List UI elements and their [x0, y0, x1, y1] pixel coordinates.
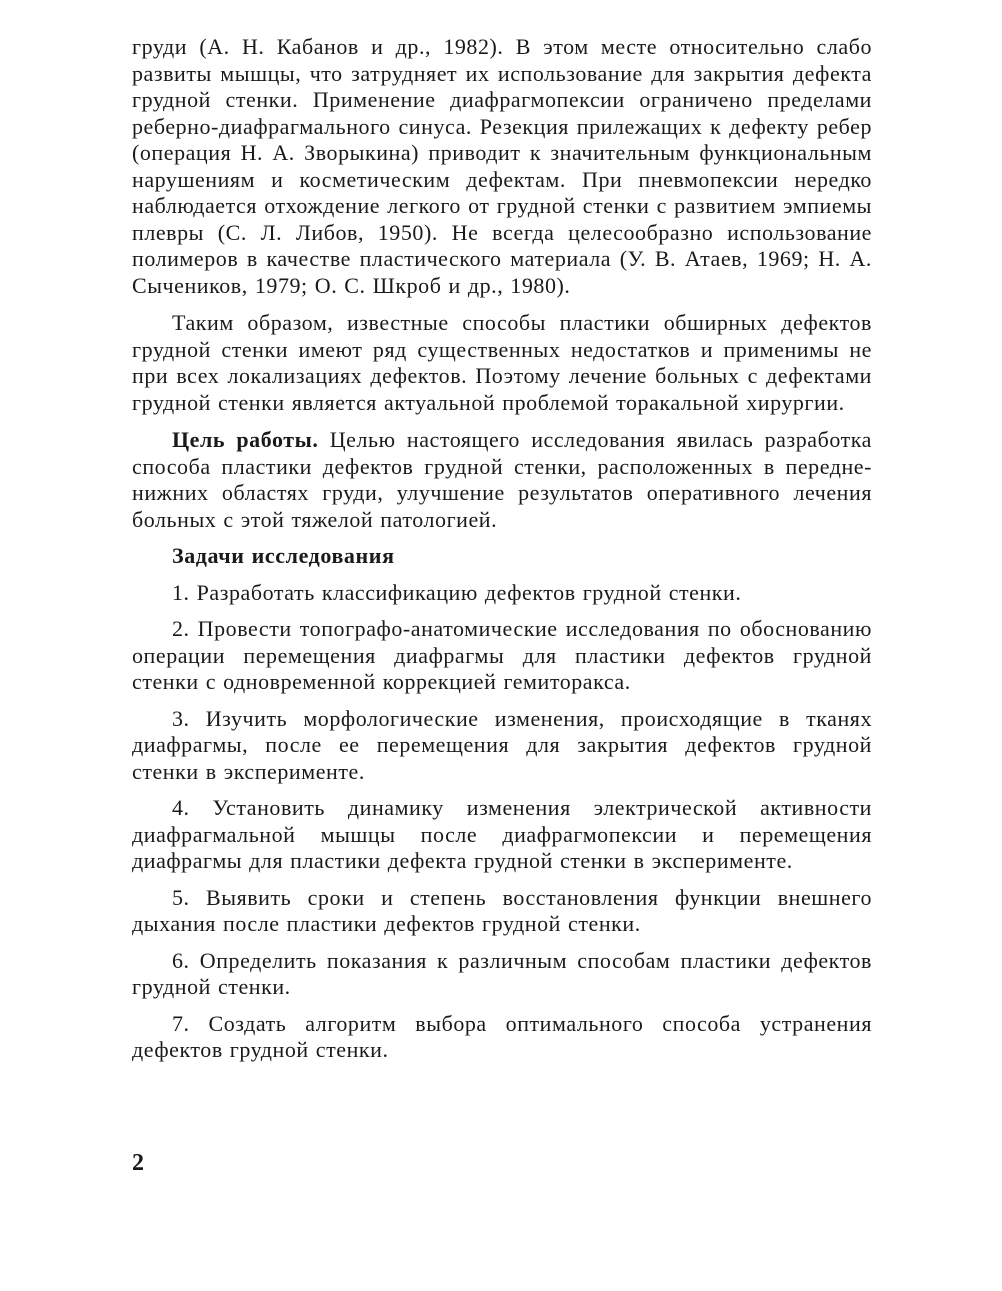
task-item-2: 2. Провести топографо-анатомические исследования по обоснованию операции перемещения диафрагмы для пластики дефектов грудной стенки с одновременной коррекцией гемиторакса. — [132, 616, 872, 694]
body-text — [132, 34, 872, 1064]
paragraph-continued: груди (А. Н. Кабанов и др., 1982). В этом месте относительно слабо развиты мышцы, что затрудняет их использование для закрытия дефекта грудной стенки. Применение диафрагмопексии ограничено пределами реберно-диафрагмального синуса. Резекция прилежащих к дефекту ребер (операция Н. А. Зворыкина) приводит к значительным функциональным нарушениям и косметическим дефектам. При пневмопексии нередко наблюдается отхождение легкого от грудной стенки с развитием эмпиемы плевры (С. Л. Либов, 1950). Не всегда целесообразно использование полимеров в качестве пластического материала (У. В. Атаев, 1969; Н. А. Сычеников, 1979; О. С. Шкроб и др., 1980). — [132, 34, 872, 298]
tasks-heading: Задачи исследования — [172, 543, 395, 568]
task-item-7: 7. Создать алгоритм выбора оптимального способа устранения дефектов грудной стенки. — [132, 1010, 872, 1062]
aim-text: Целью настоящего исследования явилась разработка способа пластики дефектов грудной стенки, расположенных в передне-нижних областях груди, улучшение результатов оперативного лечения больных с этой тяжелой патологией. — [132, 427, 872, 532]
page-number: 2 — [132, 1150, 144, 1176]
paragraph-conclusion: Таким образом, известные способы пластики обширных дефектов грудной стенки имеют ряд существенных недостатков и применимы не при всех локализациях дефектов. Поэтому лечение больных с дефектами грудной стенки является актуальной проблемой торакальной хирургии. — [132, 310, 872, 415]
task-item-6: 6. Определить показания к различным способам пластики дефектов грудной стенки. — [132, 947, 872, 999]
task-item-1: 1. Разработать классификацию дефектов грудной стенки. — [172, 579, 742, 605]
paragraph-aim — [132, 427, 872, 533]
task-item-3: 3. Изучить морфологические изменения, происходящие в тканях диафрагмы, после ее перемещения для закрытия дефектов грудной стенки в эксперименте. — [132, 705, 872, 784]
task-item-4: 4. Установить динамику изменения электрической активности диафрагмальной мышцы после диафрагмопексии и перемещения диафрагмы для пластики дефекта грудной стенки в эксперименте. — [132, 795, 872, 873]
aim-label: Цель работы. — [172, 427, 319, 452]
task-item-5: 5. Выявить сроки и степень восстановления функции внешнего дыхания после пластики дефектов грудной стенки. — [132, 884, 872, 936]
